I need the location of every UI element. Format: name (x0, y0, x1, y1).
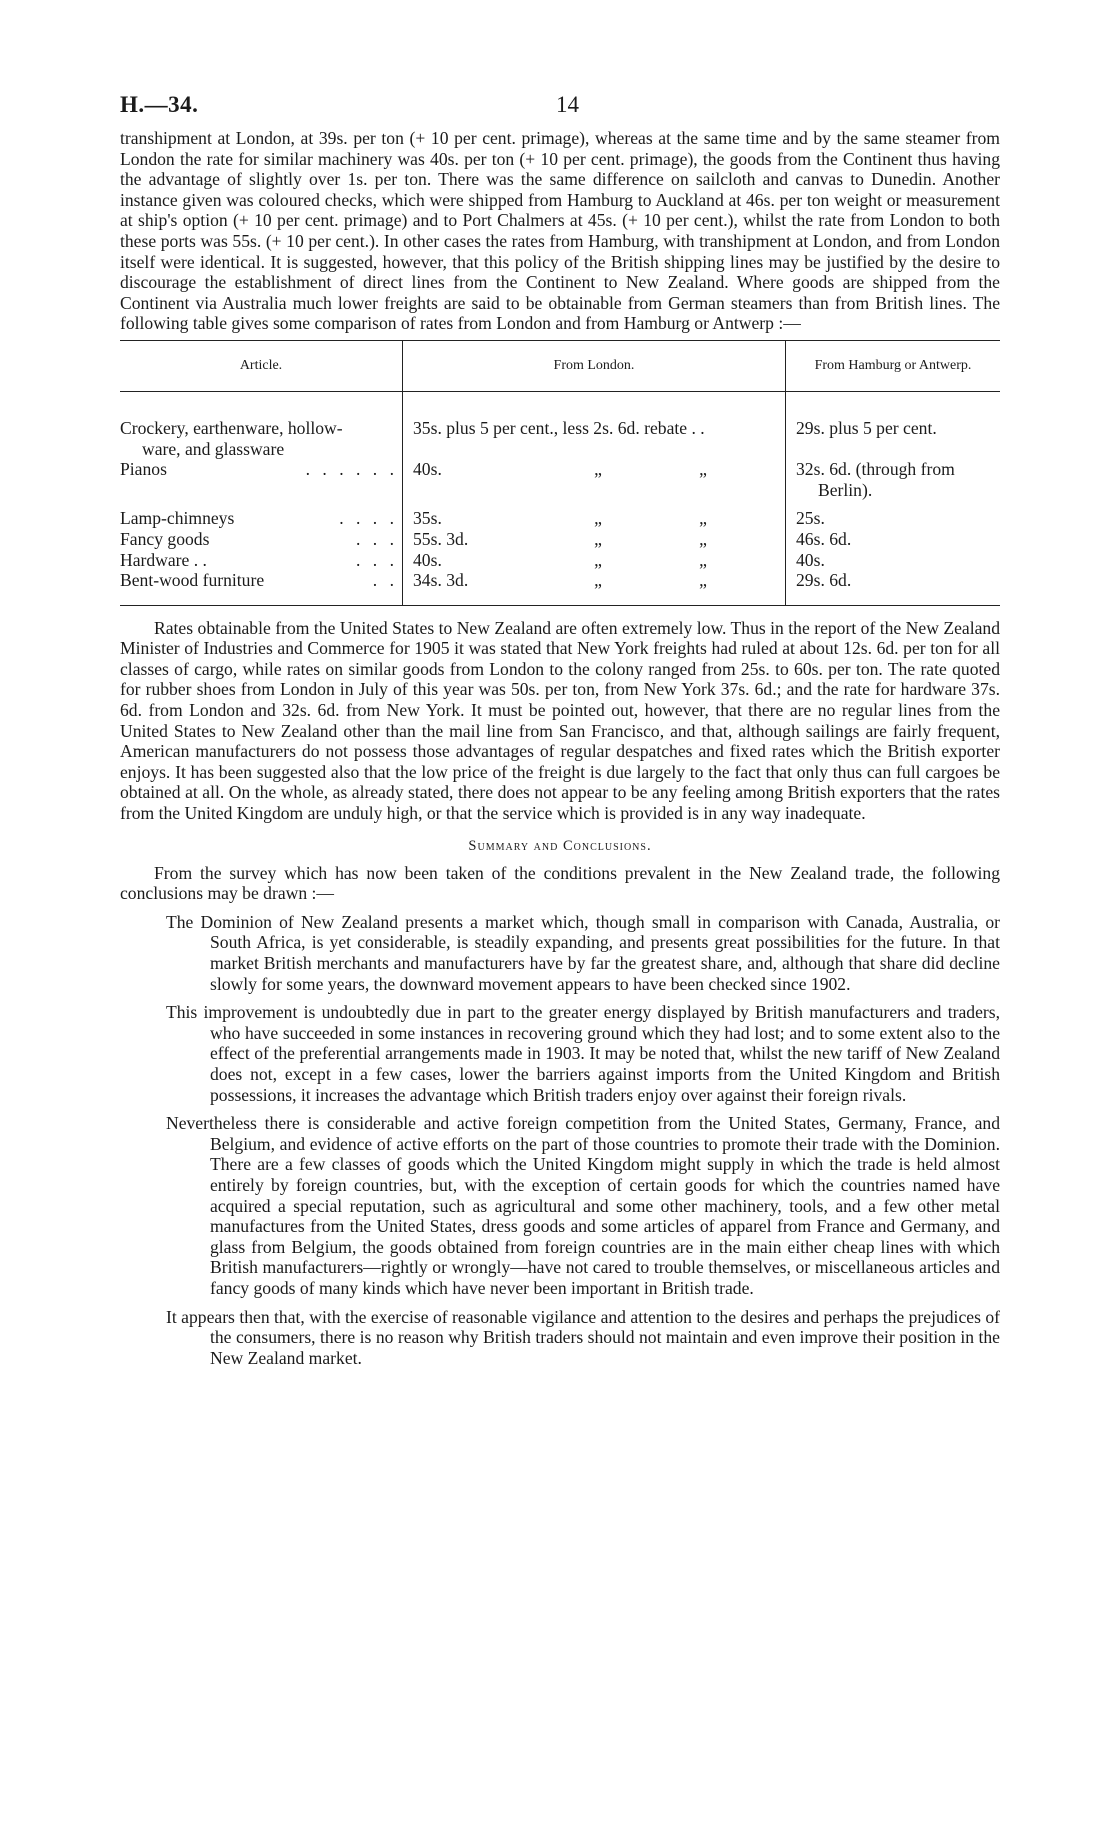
hamburg-rate: 29s. plus 5 per cent. (796, 417, 937, 438)
article-name: Pianos (120, 459, 167, 480)
ditto-mark: „ (594, 528, 602, 549)
document-page (120, 92, 1000, 1368)
ditto-mark: „ (594, 570, 602, 591)
article-name: Crockery, earthenware, hollow- (120, 417, 343, 438)
hamburg-rate: 40s. (796, 549, 825, 570)
table-row (120, 391, 1000, 459)
london-rate: 34s. 3d. (413, 570, 469, 591)
table-row (120, 459, 1000, 500)
ditto-mark: „ (699, 508, 707, 529)
leader-dots: . . . (356, 528, 398, 549)
intro-paragraph: transhipment at London, at 39s. per ton (+ 10 per cent. primage), whereas at the same time and by the same steamer from London the rate for similar machinery was 40s. per ton (+ 10 per cent. primage), the goods from the Continent thus having the advantage of slightly over 1s. per ton. There was the same difference on sailcloth and canvas to Dunedin. Another instance given was coloured checks, which were shipped from Hamburg to Auckland at 46s. per ton weight or measurement at ship's option (+ 10 per cent. primage) and to Port Chalmers at 45s. (+ 10 per cent.), whilst the rate from London to both these ports was 55s. (+ 10 per cent.). In other cases the rates from Hamburg, with transhipment at London, and from London itself were identical. It is suggested, however, that this policy of the British shipping lines may be justified by the desire to discourage the establishment of direct lines from the Continent to New Zealand. Where goods are shipped from the Continent via Australia much lower freights are said to be obtainable from German steamers than from British lines. The following table gives some comparison of rates from London and from Hamburg or Antwerp :— (120, 128, 1000, 334)
leader-dots: . . . . (339, 508, 398, 529)
hamburg-rate: 25s. (796, 508, 825, 529)
united-states-paragraph: Rates obtainable from the United States to New Zealand are often extremely low. Thus in the report of the New Zealand Minister of Industries and Commerce for 1905 it was stated that New York freights had ruled at about 12s. 6d. per ton for all classes of cargo, while rates on similar goods from London to the colony ranged from 25s. to 60s. per ton. The rate quoted for rubber shoes from London in July of this year was 50s. per ton, from New York 37s. 6d.; and the rate for hardware 37s. 6d. from London and 32s. 6d. from New York. It must be pointed out, however, that there are no regular lines from the United States to New Zealand other than the mail line from San Francisco, and that, although sailings are fairly frequent, American manufacturers do not possess those advantages of regular despatches and fixed rates which the British exporter enjoys. It has been suggested also that the low price of the freight is due largely to the fact that only thus can full cargoes be obtained at all. On the whole, as already stated, there does not appear to be any feeling among British exporters that the rates from the United Kingdom are unduly high, or that the service which is provided is in any way inadequate. (120, 617, 1000, 824)
hamburg-rate: 46s. 6d. (796, 528, 852, 549)
hamburg-rate-continued: Berlin). (818, 479, 873, 500)
ditto-mark: „ (699, 459, 707, 480)
hamburg-rate: 29s. 6d. (796, 570, 852, 591)
conclusion-item: It appears then that, with the exercise of reasonable vigilance and attention to the desires and perhaps the prejudices of the consumers, there is no reason why British traders should not maintain and even improve their position in the New Zealand market. (166, 1306, 1000, 1368)
section-title: Summary and Conclusions. (468, 837, 652, 854)
document-reference: H.—34. (120, 92, 199, 117)
page-number: 14 (556, 92, 579, 117)
table-row (120, 570, 1000, 605)
article-name: Lamp-chimneys (120, 508, 235, 529)
article-name: Fancy goods (120, 528, 210, 549)
article-name-continued: ware, and glassware (142, 438, 285, 459)
ditto-mark: „ (594, 459, 602, 480)
table-row (120, 550, 1000, 571)
conclusion-item: Nevertheless there is considerable and active foreign competition from the United States, Germany, France, and Belgium, and evidence of active efforts on the part of those countries to promote their trade with the Dominion. There are a few classes of goods which the United Kingdom might supply in which the trade is held almost entirely by foreign countries, but, with the exception of certain goods for which the countries named have acquired a special reputation, such as agricultural and some other machinery, tools, and a few other metal manufactures from the United States, dress goods and some articles of apparel from France and Germany, and glass from Belgium, the goods obtained from foreign countries are in the main either cheap lines with which British manufacturers—rightly or wrongly—have not cared to trouble themselves, or miscellaneous articles and fancy goods of many kinds which have never been important in British trade. (166, 1113, 1000, 1298)
london-rate: 35s. plus 5 per cent., less 2s. 6d. rebate . . (413, 417, 705, 438)
article-name: Bent-wood furniture (120, 570, 265, 591)
london-rate: 55s. 3d. (413, 528, 469, 549)
london-rate: 40s. (413, 549, 442, 570)
table-row (120, 500, 1000, 529)
summary-lead: From the survey which has now been taken of the conditions prevalent in the New Zealand trade, the following conclusions may be drawn :— (120, 862, 1000, 904)
ditto-mark: „ (699, 528, 707, 549)
london-rate: 40s. (413, 459, 442, 480)
header-from-hamburg: From Hamburg or Antwerp. (786, 340, 1001, 391)
ditto-mark: „ (594, 508, 602, 529)
ditto-mark: „ (699, 549, 707, 570)
conclusion-item: The Dominion of New Zealand presents a market which, though small in comparison with Canada, Australia, or South Africa, is yet considerable, is steadily expanding, and presents great possibilities for the future. In that market British merchants and manufacturers have by far the greatest share, and, although that share did decline slowly for some years, the downward movement appears to have been checked since 1902. (166, 911, 1000, 994)
hamburg-rate: 32s. 6d. (through from (796, 459, 955, 480)
article-name: Hardware . . (120, 549, 207, 570)
london-rate: 35s. (413, 508, 442, 529)
header-article: Article. (120, 340, 403, 391)
freight-rates-table (120, 340, 1000, 606)
leader-dots: . . (372, 570, 398, 591)
page-header (120, 92, 1000, 128)
header-from-london: From London. (403, 340, 786, 391)
ditto-mark: „ (594, 549, 602, 570)
ditto-mark: „ (699, 570, 707, 591)
leader-dots: . . . . . . (305, 459, 398, 480)
conclusion-item: This improvement is undoubtedly due in part to the greater energy displayed by British manufacturers and traders, who have succeeded in some instances in recovering ground which they had lost; and to some extent also to the effect of the preferential arrangements made in 1903. It may be noted that, whilst the new tariff of New Zealand does not, except in a few cases, lower the barriers against imports from the United Kingdom and British possessions, it increases the advantage which British traders enjoy over against their foreign rivals. (166, 1002, 1000, 1105)
leader-dots: . . . (356, 549, 398, 570)
table-row (120, 529, 1000, 550)
